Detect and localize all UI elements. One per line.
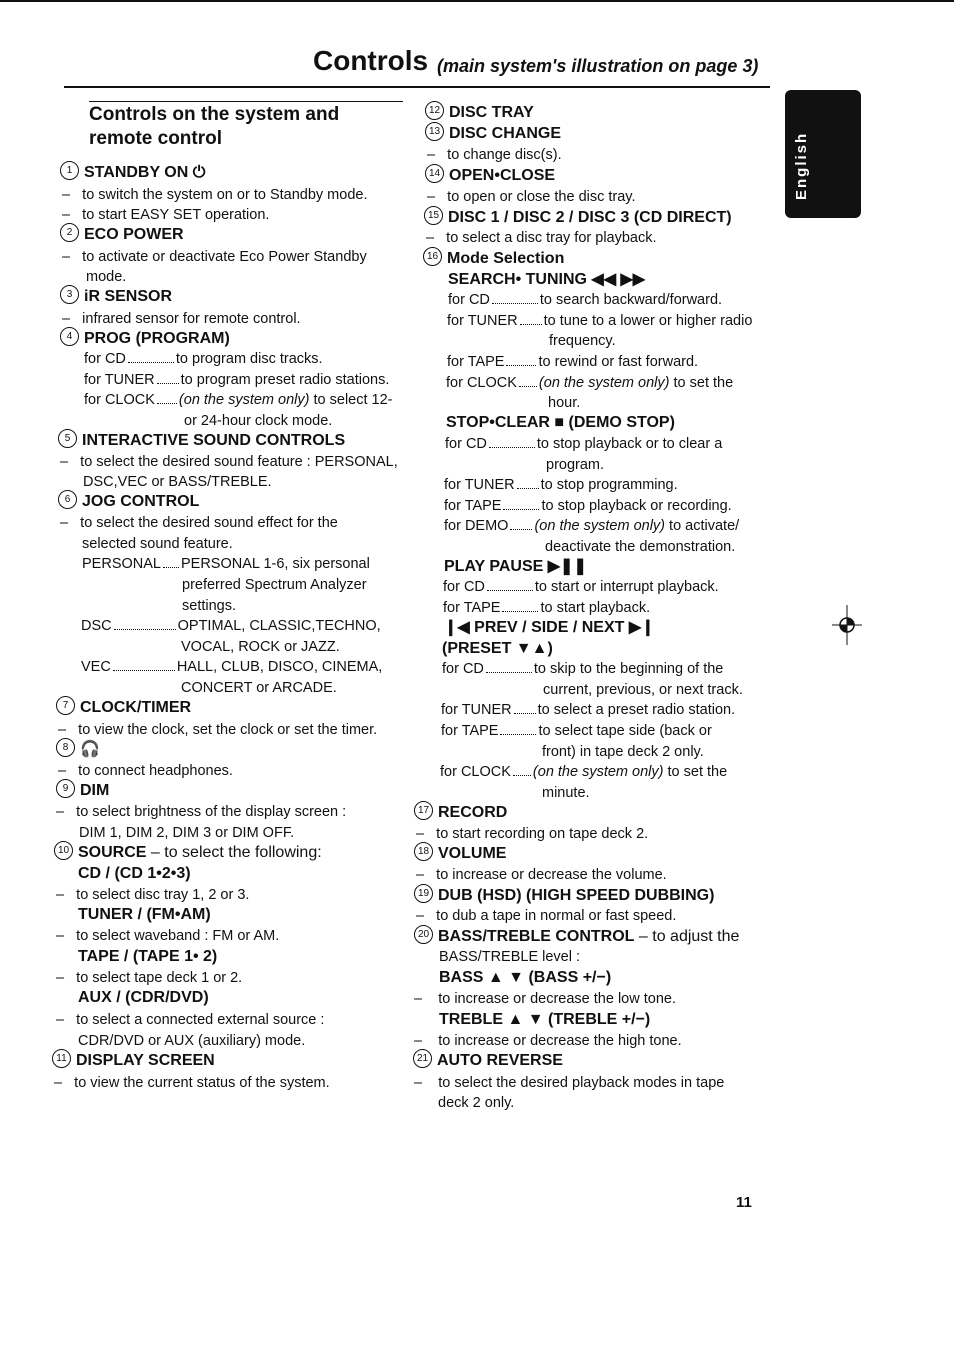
desc-line: – to select brightness of the display screen : xyxy=(56,804,347,820)
desc-line: – to increase or decrease the volume. xyxy=(416,867,667,883)
control-disc-direct: 15 DISC 1 / DISC 2 / DISC 3 (CD DIRECT) xyxy=(424,208,732,227)
desc-line: – to view the clock, set the clock or set the timer. xyxy=(58,722,378,738)
page-title: Controls xyxy=(313,45,429,76)
desc-line: – infrared sensor for remote control. xyxy=(62,311,301,327)
control-volume: 18 VOLUME xyxy=(414,844,506,863)
desc-line: CONCERT or ARCADE. xyxy=(181,680,337,696)
desc-line: – to select the desired sound effect for the xyxy=(60,515,338,531)
desc-line: PERSONAL PERSONAL 1-6, six personal xyxy=(82,556,370,572)
headphones-icon: 🎧 xyxy=(80,741,100,758)
control-bass-treble: 20 BASS/TREBLE CONTROL – to adjust the xyxy=(414,927,739,946)
desc-line: for CD to search backward/forward. xyxy=(448,292,723,308)
control-mode-selection: 16 Mode Selection xyxy=(423,249,564,268)
desc-line: – to dub a tape in normal or fast speed. xyxy=(416,908,677,924)
desc-line: frequency. xyxy=(549,333,616,349)
desc-line: for TAPE to select tape side (back or xyxy=(441,723,712,739)
desc-line: program. xyxy=(546,457,605,473)
desc-line: mode. xyxy=(86,269,127,285)
desc-line: settings. xyxy=(182,598,236,614)
desc-line: – to start EASY SET operation. xyxy=(62,207,270,223)
desc-line: current, previous, or next track. xyxy=(543,682,743,698)
desc-line: DIM 1, DIM 2, DIM 3 or DIM OFF. xyxy=(79,825,295,841)
source-cd: CD / (CD 1•2•3) xyxy=(78,865,191,882)
control-disc-tray: 12 DISC TRAY xyxy=(425,103,534,122)
desc-line: or 24-hour clock mode. xyxy=(184,413,333,429)
source-tuner: TUNER / (FM•AM) xyxy=(78,906,211,923)
desc-line: – to view the current status of the system. xyxy=(54,1075,330,1091)
control-headphones: 8 🎧 xyxy=(56,740,100,759)
desc-line: for CD to skip to the beginning of the xyxy=(442,661,724,677)
control-interactive-sound: 5 INTERACTIVE SOUND CONTROLS xyxy=(58,431,345,450)
desc-line: – to select tape deck 1 or 2. xyxy=(56,970,243,986)
control-open-close: 14 OPEN•CLOSE xyxy=(425,166,555,185)
desc-line: – to select waveband : FM or AM. xyxy=(56,928,280,944)
desc-line: – to start recording on tape deck 2. xyxy=(416,826,649,842)
desc-line: hour. xyxy=(548,395,581,411)
desc-line: BASS/TREBLE level : xyxy=(439,949,581,965)
language-tab-label: English xyxy=(793,131,810,200)
desc-line: for DEMO (on the system only) to activate/ xyxy=(444,518,740,534)
desc-line: VOCAL, ROCK or JAZZ. xyxy=(181,639,340,655)
desc-line: – to select the desired playback modes in tape xyxy=(414,1075,725,1091)
desc-line: VEC HALL, CLUB, DISCO, CINEMA, xyxy=(81,659,383,675)
source-aux: AUX / (CDR/DVD) xyxy=(78,989,209,1006)
desc-line: for CD to program disc tracks. xyxy=(84,351,323,367)
section-heading: Controls on the system and remote control xyxy=(89,104,340,149)
mode-prev-side-next: ❙◀ PREV / SIDE / NEXT ▶❙ xyxy=(444,619,655,636)
control-display-screen: 11 DISPLAY SCREEN xyxy=(52,1051,215,1070)
desc-line: – to connect headphones. xyxy=(58,763,233,779)
desc-line: – to increase or decrease the low tone. xyxy=(414,991,676,1007)
desc-line: DSC,VEC or BASS/TREBLE. xyxy=(83,474,272,490)
desc-line: for TUNER to stop programming. xyxy=(444,477,678,493)
desc-line: CDR/DVD or AUX (auxiliary) mode. xyxy=(78,1033,306,1049)
control-clock-timer: 7 CLOCK/TIMER xyxy=(56,698,191,717)
desc-line: for TUNER to tune to a lower or higher radio xyxy=(447,313,753,329)
desc-line: for CLOCK (on the system only) to set the xyxy=(446,375,734,391)
desc-line: deactivate the demonstration. xyxy=(545,539,736,555)
desc-line: – to increase or decrease the high tone. xyxy=(414,1033,682,1049)
desc-line: – to open or close the disc tray. xyxy=(427,189,636,205)
mode-stop-clear: STOP•CLEAR ■ (DEMO STOP) xyxy=(446,414,675,431)
mode-search-tuning: SEARCH• TUNING ◀◀ ▶▶ xyxy=(448,271,646,288)
desc-line: preferred Spectrum Analyzer xyxy=(182,577,367,593)
desc-line: – to activate or deactivate Eco Power Standby xyxy=(62,249,367,265)
control-jog: 6 JOG CONTROL xyxy=(58,492,199,511)
control-prog: 4 PROG (PROGRAM) xyxy=(60,329,230,348)
control-eco-power: 2 ECO POWER xyxy=(60,225,184,244)
control-record: 17 RECORD xyxy=(414,803,507,822)
desc-line: for CLOCK (on the system only) to select 12- xyxy=(84,392,393,408)
registration-mark-icon xyxy=(832,605,862,645)
treble-control: TREBLE ▲ ▼ (TREBLE +/−) xyxy=(439,1011,651,1028)
bass-control: BASS ▲ ▼ (BASS +/−) xyxy=(439,969,612,986)
control-dub: 19 DUB (HSD) (HIGH SPEED DUBBING) xyxy=(414,886,714,905)
desc-line: – to change disc(s). xyxy=(427,147,562,163)
mode-play-pause: PLAY PAUSE ▶❚❚ xyxy=(444,558,587,575)
top-rule xyxy=(0,0,954,2)
mode-preset: (PRESET ▼▲) xyxy=(442,640,553,657)
desc-line: minute. xyxy=(542,785,590,801)
section-rule xyxy=(89,101,403,102)
control-disc-change: 13 DISC CHANGE xyxy=(425,124,561,143)
desc-line: for TAPE to start playback. xyxy=(443,600,651,616)
desc-line: deck 2 only. xyxy=(438,1095,515,1111)
desc-line: front) in tape deck 2 only. xyxy=(542,744,704,760)
control-auto-reverse: 21 AUTO REVERSE xyxy=(413,1051,563,1070)
control-ir-sensor: 3 iR SENSOR xyxy=(60,287,172,306)
desc-line: – to select a disc tray for playback. xyxy=(426,230,657,246)
desc-line: – to select a connected external source : xyxy=(56,1012,325,1028)
desc-line: for CLOCK (on the system only) to set the xyxy=(440,764,728,780)
desc-line: DSC OPTIMAL, CLASSIC,TECHNO, xyxy=(81,618,381,634)
desc-line: for CD to start or interrupt playback. xyxy=(443,579,719,595)
desc-line: – to select the desired sound feature : PERSONAL, xyxy=(60,454,398,470)
control-source: 10 SOURCE – to select the following: xyxy=(54,843,322,862)
desc-line: for TAPE to stop playback or recording. xyxy=(444,498,732,514)
desc-line: for TUNER to select a preset radio station. xyxy=(441,702,736,718)
desc-line: for TAPE to rewind or fast forward. xyxy=(447,354,699,370)
page-subtitle: (main system's illustration on page 3) xyxy=(437,56,759,76)
desc-line: for TUNER to program preset radio stations. xyxy=(84,372,390,388)
desc-line: – to select disc tray 1, 2 or 3. xyxy=(56,887,250,903)
control-dim: 9 DIM xyxy=(56,781,109,800)
desc-line: – to switch the system on or to Standby mode. xyxy=(62,187,368,203)
desc-line: for CD to stop playback or to clear a xyxy=(445,436,723,452)
control-standby-on: 1 STANDBY ON ⏻ xyxy=(60,163,205,182)
page-number: 11 xyxy=(736,1194,752,1211)
title-rule xyxy=(64,86,770,88)
source-tape: TAPE / (TAPE 1• 2) xyxy=(78,948,218,965)
desc-line: selected sound feature. xyxy=(82,536,233,552)
